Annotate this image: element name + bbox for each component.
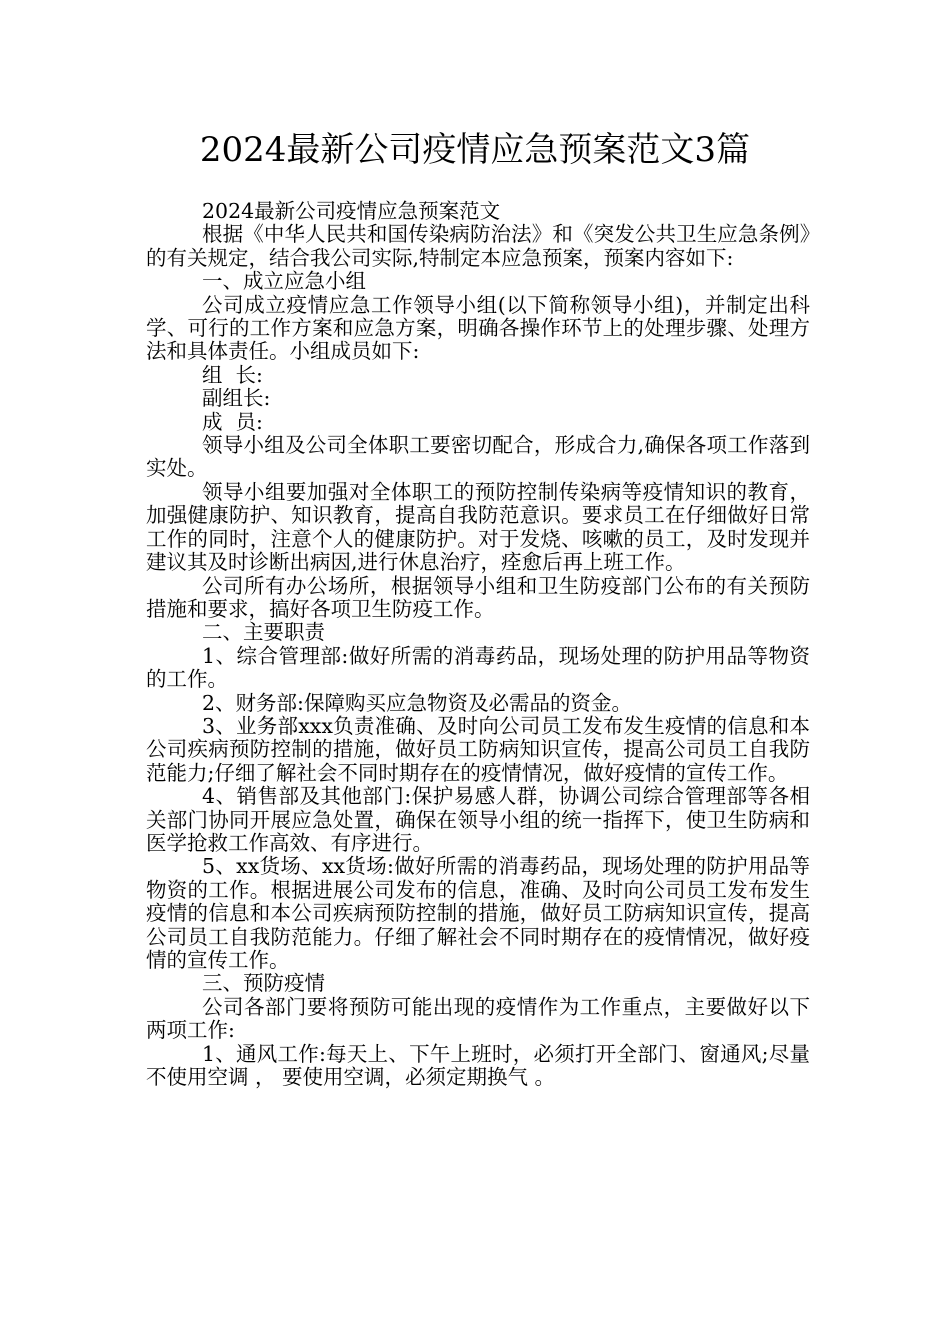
body-paragraph: 领导小组及公司全体职工要密切配合，形成合力,确保各项工作落到实处。 [146, 433, 810, 481]
body-paragraph: 公司成立疫情应急工作领导小组(以下简称领导小组)，并制定出科学、可行的工作方案和应急方案，明确各操作环节上的处理步骤、处理方法和具体责任。小组成员如下: [146, 292, 810, 364]
member-line-members: 成 员: [202, 409, 263, 434]
duty-item-2: 2、财务部:保障购买应急物资及必需品的资金。 [202, 690, 632, 715]
duty-item-5: 5、xx货场、xx货场:做好所需的消毒药品，现场处理的防护用品等物资的工作。根据进展公司发布的信息，准确、及时向公司员工发布发生疫情的信息和本公司疾病预防控制的措施，做好员工防病知识宣传，提高公司员工自我防范能力。仔细了解社会不同时期存在的疫情情况，做好疫情的宣传工作。 [146, 854, 810, 972]
section-heading-1: 一、成立应急小组 [202, 269, 366, 294]
prevention-item-1: 1、通风工作:每天上、下午上班时，必须打开全部门、窗通风;尽量不使用空调 ， 要使用空调，必须定期换气 。 [146, 1041, 810, 1090]
body-paragraph: 领导小组要加强对全体职工的预防控制传染病等疫情知识的教育，加强健康防护、知识教育，提高自我防范意识。要求员工在仔细做好日常工作的同时，注意个人的健康防护。对于发烧、咳嗽的员工，及时发现并建议其及时诊断出病因,进行休息治疗，痊愈后再上班工作。 [146, 479, 810, 575]
intro-paragraph: 根据《中华人民共和国传染病防治法》和《突发公共卫生应急条例》的有关规定，结合我公司实际,特制定本应急预案，预案内容如下: [146, 222, 810, 270]
body-paragraph: 公司所有办公场所，根据领导小组和卫生防疫部门公布的有关预防措施和要求，搞好各项卫生防疫工作。 [146, 573, 810, 621]
section-heading-3: 三、预防疫情 [202, 971, 325, 996]
member-line-deputy: 副组长: [202, 386, 271, 411]
document-body [146, 200, 810, 1089]
subtitle-paragraph: 2024最新公司疫情应急预案范文 [202, 199, 501, 223]
body-paragraph: 公司各部门要将预防可能出现的疫情作为工作重点，主要做好以下两项工作: [146, 994, 810, 1043]
duty-item-1: 1、综合管理部:做好所需的消毒药品，现场处理的防护用品等物资的工作。 [146, 643, 810, 692]
section-heading-2: 二、主要职责 [202, 620, 325, 645]
duty-item-4: 4、销售部及其他部门:保护易感人群，协调公司综合管理部等各相关部门协同开展应急处置，确保在领导小组的统一指挥下，使卫生防病和医学抢救工作高效、有序进行。 [146, 784, 810, 855]
member-line-leader: 组 长: [202, 362, 263, 387]
document-title: 2024最新公司疫情应急预案范文3篇 [199, 130, 751, 170]
duty-item-3: 3、业务部xxx负责准确、及时向公司员工发布发生疫情的信息和本公司疾病预防控制的措施，做好员工防病知识宣传，提高公司员工自我防范能力;仔细了解社会不同时期存在的疫情情况，做好疫情的宣传工作。 [146, 713, 810, 785]
